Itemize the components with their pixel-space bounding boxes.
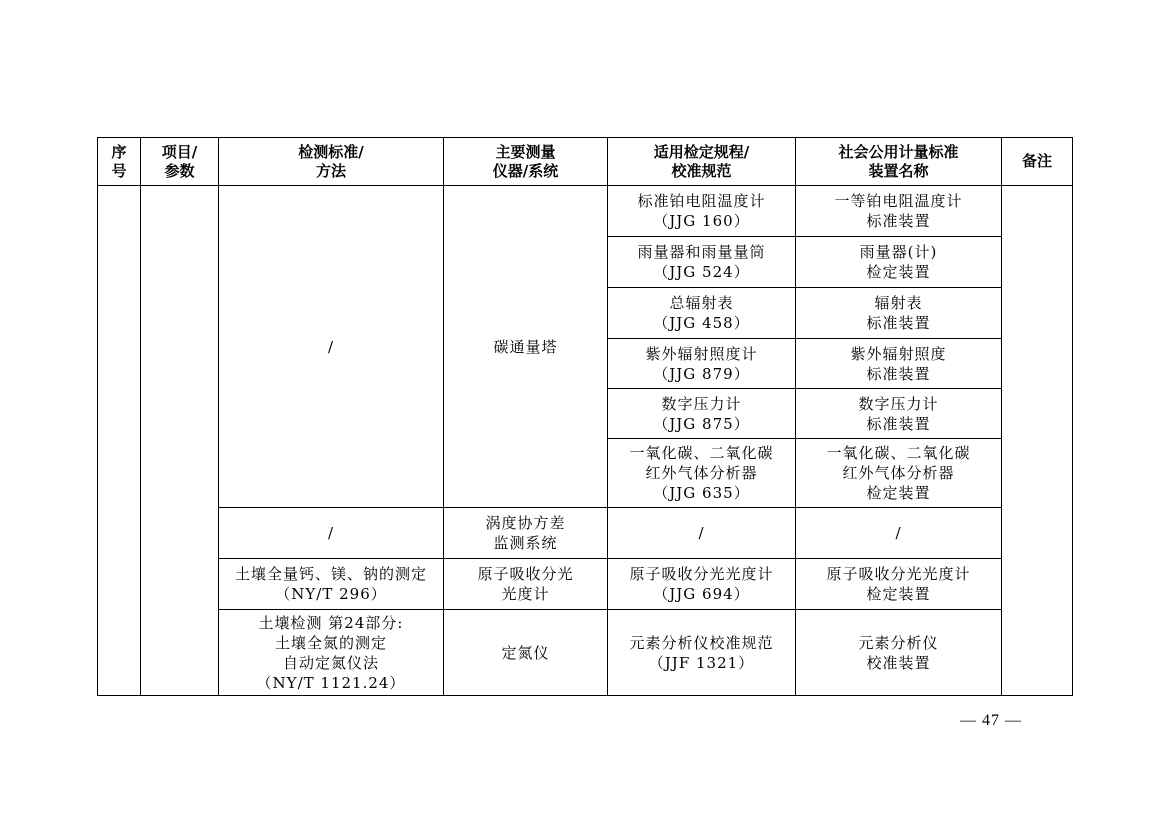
standards-table xyxy=(97,137,1073,696)
regulation-cell: 数字压力计 （JJG 875） xyxy=(608,389,796,439)
standard-cell: 元素分析仪 校准装置 xyxy=(796,610,1002,696)
seq-cell xyxy=(98,186,141,696)
regulation-cell: 元素分析仪校准规范 （JJF 1321） xyxy=(608,610,796,696)
table-row xyxy=(98,186,1073,237)
table-row xyxy=(98,559,1073,610)
regulation-cell: 原子吸收分光光度计 （JJG 694） xyxy=(608,559,796,610)
header-seq: 序 号 xyxy=(98,138,141,186)
regulation-cell: 一氧化碳、二氧化碳 红外气体分析器 （JJG 635） xyxy=(608,439,796,508)
standard-cell: 紫外辐射照度 标准装置 xyxy=(796,339,1002,389)
table-row xyxy=(98,610,1073,696)
standard-cell: 一氧化碳、二氧化碳 红外气体分析器 检定装置 xyxy=(796,439,1002,508)
regulation-cell: 总辐射表 （JJG 458） xyxy=(608,288,796,339)
standard-cell: 雨量器(计) 检定装置 xyxy=(796,237,1002,288)
remark-cell xyxy=(1002,186,1073,696)
page-number: — 47 — xyxy=(960,712,1022,729)
standard-cell: 一等铂电阻温度计 标准装置 xyxy=(796,186,1002,237)
method-cell: 土壤全量钙、镁、钠的测定 （NY/T 296） xyxy=(219,559,444,610)
item-cell xyxy=(141,186,219,696)
method-cell: / xyxy=(219,508,444,559)
instrument-cell: 涡度协方差 监测系统 xyxy=(444,508,608,559)
header-remark: 备注 xyxy=(1002,138,1073,186)
header-regulation: 适用检定规程/ 校准规范 xyxy=(608,138,796,186)
method-cell: 土壤检测 第24部分: 土壤全氮的测定 自动定氮仪法 （NY/T 1121.24） xyxy=(219,610,444,696)
table-row xyxy=(98,508,1073,559)
regulation-cell: / xyxy=(608,508,796,559)
standard-cell: 数字压力计 标准装置 xyxy=(796,389,1002,439)
standard-cell: 辐射表 标准装置 xyxy=(796,288,1002,339)
header-standard: 社会公用计量标准 装置名称 xyxy=(796,138,1002,186)
regulation-cell: 紫外辐射照度计 （JJG 879） xyxy=(608,339,796,389)
method-cell: / xyxy=(219,186,444,508)
regulation-cell: 雨量器和雨量量筒 （JJG 524） xyxy=(608,237,796,288)
header-instrument: 主要测量 仪器/系统 xyxy=(444,138,608,186)
instrument-cell: 定氮仪 xyxy=(444,610,608,696)
table-header-row xyxy=(98,138,1073,186)
standard-cell: 原子吸收分光光度计 检定装置 xyxy=(796,559,1002,610)
header-item: 项目/ 参数 xyxy=(141,138,219,186)
regulation-cell: 标准铂电阻温度计 （JJG 160） xyxy=(608,186,796,237)
instrument-cell: 原子吸收分光 光度计 xyxy=(444,559,608,610)
standard-cell: / xyxy=(796,508,1002,559)
instrument-cell: 碳通量塔 xyxy=(444,186,608,508)
header-method: 检测标准/ 方法 xyxy=(219,138,444,186)
